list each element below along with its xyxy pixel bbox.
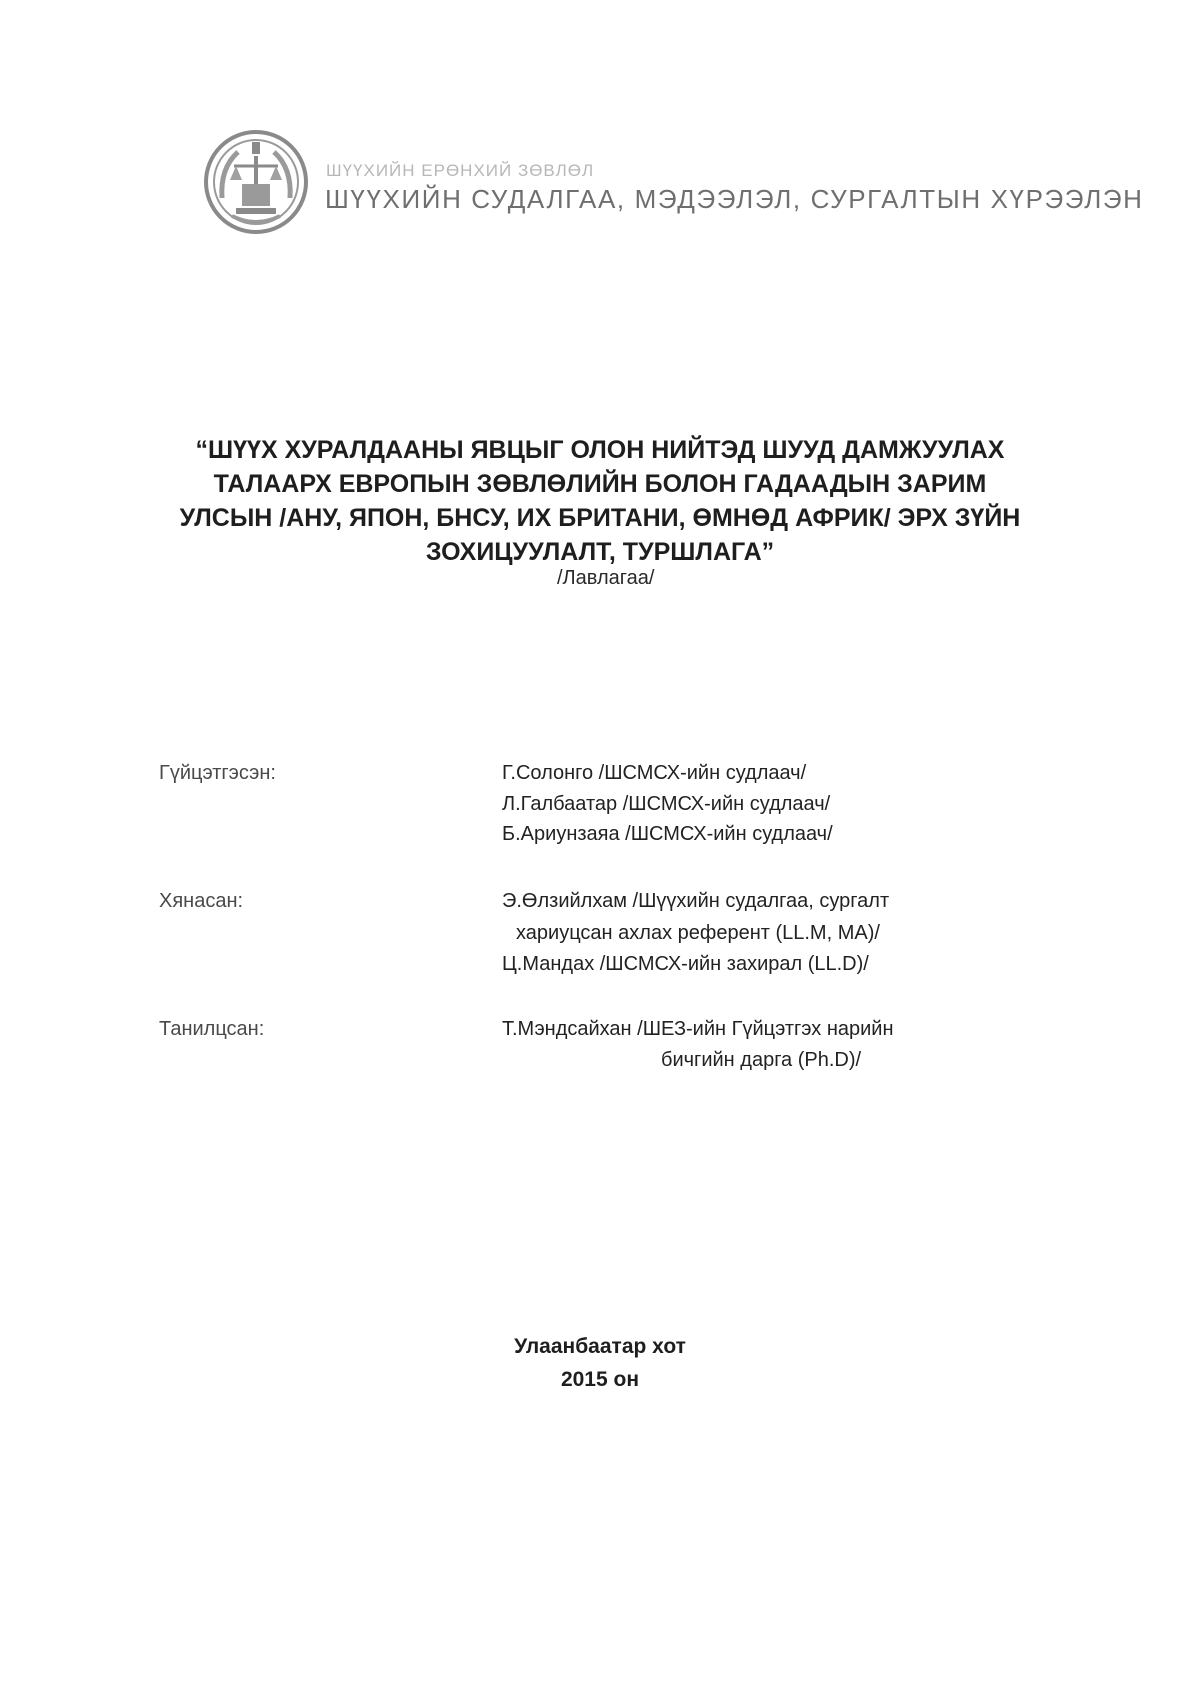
performer-name: Б.Ариунзаяа /ШСМСХ-ийн судлаач/ [502, 823, 833, 845]
reviewer-name: хариуцсан ахлах референт (LL.M, MA)/ [516, 922, 880, 944]
supreme-court-emblem-icon [202, 128, 310, 236]
acknowledger-name: бичгийн дарга (Ph.D)/ [661, 1049, 862, 1071]
reviewer-name: Э.Өлзийлхам /Шүүхийн судалгаа, сургалт [502, 890, 890, 912]
reviewer-name: Ц.Мандах /ШСМСХ-ийн захирал (LL.D)/ [502, 953, 869, 975]
document-footer [400, 1330, 800, 1396]
title-line: ЗОХИЦУУЛАЛТ, ТУРШЛАГА” [425, 538, 775, 566]
year: 2015 он [560, 1368, 640, 1391]
document-title [150, 433, 1050, 569]
title-line: УЛСЫН /АНУ, ЯПОН, БНСУ, ИХ БРИТАНИ, ӨМНӨД АФРИК/ ЭРХ ЗҮЙН [179, 504, 1021, 532]
city: Улаанбаатар хот [514, 1335, 686, 1358]
title-line: ТАЛААРХ ЕВРОПЫН ЗӨВЛӨЛИЙН БОЛОН ГАДААДЫН ЗАРИМ [213, 470, 987, 498]
parent-organization: ШҮҮХИЙН ЕРӨНХИЙ ЗӨВЛӨЛ [326, 161, 595, 180]
performer-name: Г.Солонго /ШСМСХ-ийн судлаач/ [502, 762, 807, 784]
title-line: “ШҮҮХ ХУРАЛДААНЫ ЯВЦЫГ ОЛОН НИЙТЭД ШУУД ДАМЖУУЛАХ [195, 436, 1005, 464]
acknowledged-by-label: Танилцсан: [159, 1018, 265, 1040]
acknowledger-name: Т.Мэндсайхан /ШЕЗ-ийн Гүйцэтгэх нарийн [502, 1018, 894, 1040]
performed-by-label: Гүйцэтгэсэн: [159, 762, 276, 784]
reviewed-by-label: Хянасан: [159, 890, 244, 912]
document-header [202, 128, 1144, 238]
organization-name: ШҮҮХИЙН СУДАЛГАА, МЭДЭЭЛЭЛ, СУРГАЛТЫН ХҮРЭЭЛЭН [325, 184, 1144, 214]
document-type: /Лавлагаа/ [557, 567, 655, 589]
performer-name: Л.Галбаатар /ШСМСХ-ийн судлаач/ [502, 793, 831, 815]
